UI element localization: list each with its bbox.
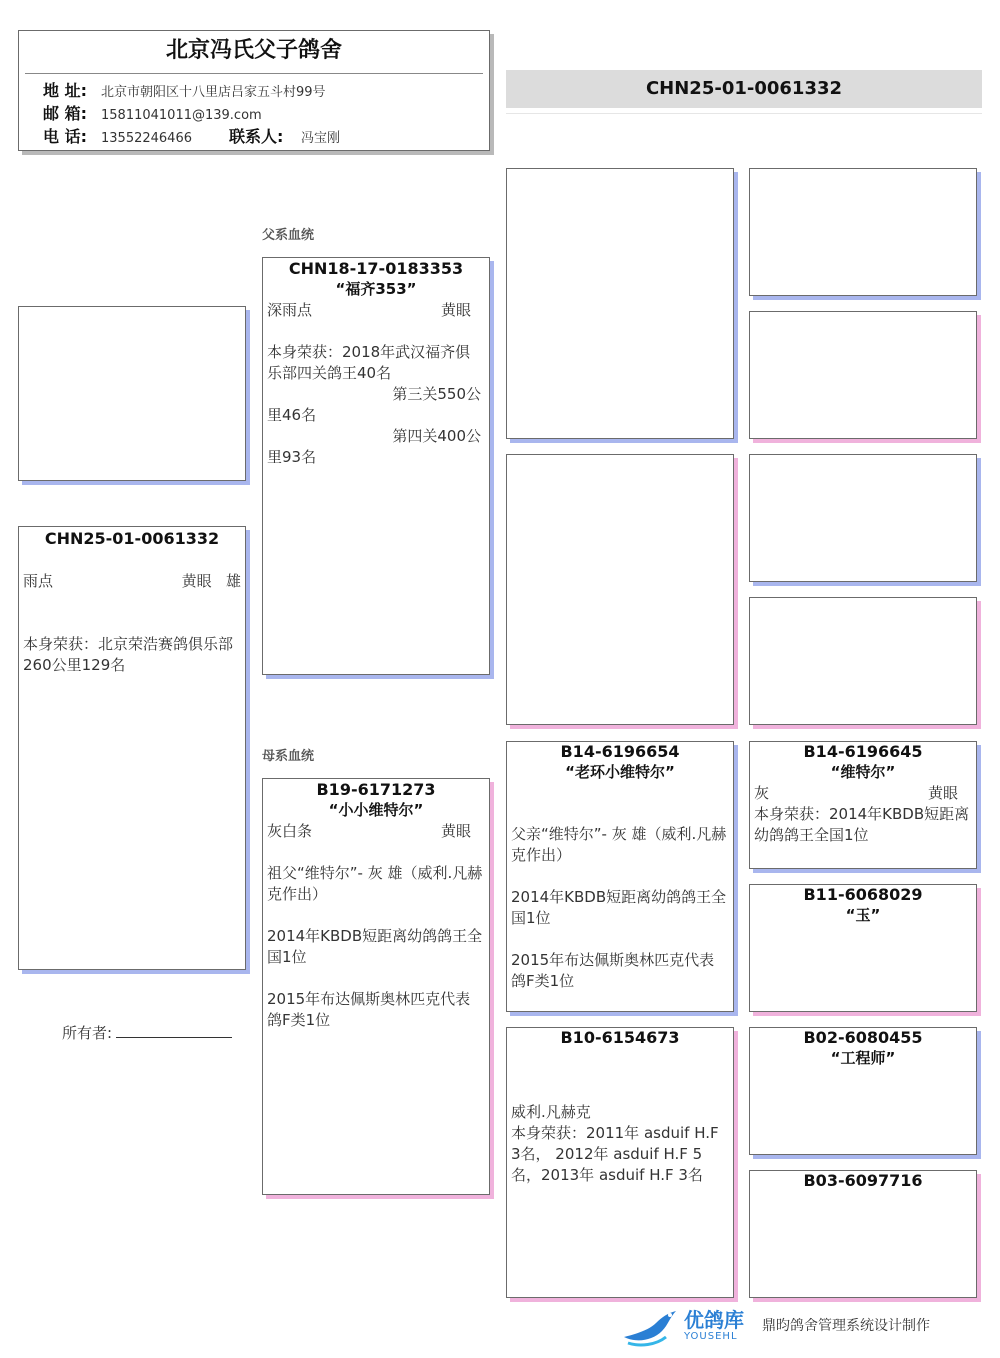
brand-name-en: YOUSEHL	[684, 1330, 738, 1342]
sire-honors-3b: 里93名	[267, 448, 317, 466]
pigeon-photo-box	[18, 306, 246, 481]
dam-section-label: 母系血统	[262, 749, 315, 764]
dam-sire-line-2: 2014年KBDB短距离幼鸽鸽王全国1位	[511, 888, 727, 927]
dam-line-1: 祖父“维特尔”- 灰 雄（威利.凡赫克作出）	[267, 864, 483, 903]
dam-sire-line-3: 2015年布达佩斯奥林匹克代表鸽F类1位	[511, 951, 715, 990]
sire-card	[262, 257, 490, 675]
ggp-card-8	[749, 1170, 977, 1298]
dam-dam-card	[506, 1027, 734, 1298]
phone-line	[19, 126, 489, 149]
subject-honors: 本身荣获：北京荣浩赛鸽俱乐部260公里129名	[23, 635, 234, 674]
ggp-8-ring: B03-6097716	[803, 1171, 923, 1190]
owner-line	[62, 1022, 232, 1043]
owner-signature-field[interactable]	[116, 1024, 232, 1038]
dam-sire-name: “老环小维特尔”	[565, 763, 675, 781]
sire-section-label: 父系血统	[262, 228, 315, 243]
ggp-card-5	[749, 741, 977, 869]
dam-dam-line-2: 本身荣获：2011年 asduif H.F 3名， 2012年 asduif H.F 5名，2013年 asduif H.F 3名	[511, 1124, 719, 1184]
sire-eye: 黄眼	[440, 301, 471, 319]
phone-value: 13552246466	[101, 131, 192, 146]
dam-attributes	[263, 820, 489, 842]
footer	[618, 1302, 930, 1348]
dam-sire-card	[506, 741, 734, 1012]
subject-sex: 雄	[225, 572, 241, 590]
subject-eye-sex	[182, 570, 241, 592]
address-label: 地 址:	[43, 81, 87, 100]
header-divider	[25, 73, 483, 74]
phone-label: 电 话:	[43, 127, 87, 146]
dam-sire-ring: B14-6196654	[560, 742, 680, 761]
dam-color: 灰白条	[267, 822, 313, 840]
top-ring-banner: CHN25-01-0061332	[506, 70, 982, 108]
sire-color: 深雨点	[267, 301, 313, 319]
ggp-card-1	[749, 168, 977, 296]
ggp-card-4	[749, 597, 977, 725]
ggp-card-6	[749, 884, 977, 1012]
loft-header-card	[18, 30, 490, 151]
ggp-5-honors: 本身荣获：2014年KBDB短距离幼鸽鸽王全国1位	[754, 805, 970, 844]
dam-card	[262, 778, 490, 1195]
loft-name: 北京冯氏父子鸽舍	[165, 38, 342, 63]
subject-attributes	[19, 570, 245, 592]
email-line	[19, 103, 489, 126]
subject-eye: 黄眼	[181, 572, 212, 590]
subject-card	[18, 526, 246, 970]
brand-name: 优鸽库	[684, 1307, 744, 1332]
sire-dam-card	[506, 454, 734, 725]
ggp-7-ring: B02-6080455	[803, 1028, 923, 1047]
dam-name: “小小维特尔”	[328, 801, 424, 819]
contact-value: 冯宝刚	[301, 131, 341, 146]
sire-honors-2b: 里46名	[267, 406, 317, 424]
ggp-5-attributes	[750, 782, 976, 804]
dam-dam-ring: B10-6154673	[560, 1028, 680, 1047]
dam-line-3: 2015年布达佩斯奥林匹克代表鸽F类1位	[267, 990, 471, 1029]
sire-sire-card	[506, 168, 734, 439]
ggp-6-name: “玉”	[845, 906, 881, 924]
sire-ring: CHN18-17-0183353	[288, 259, 464, 278]
subject-color: 雨点	[23, 572, 54, 590]
sire-honors-2a: 第三关550公	[392, 385, 481, 403]
ggp-5-name: “维特尔”	[830, 763, 896, 781]
sire-attributes	[263, 299, 489, 321]
ggp-5-eye: 黄眼	[927, 784, 958, 802]
bird-logo-icon	[618, 1303, 680, 1347]
ggp-7-name: “工程师”	[830, 1049, 896, 1067]
ggp-card-7	[749, 1027, 977, 1155]
sire-honors-3a: 第四关400公	[392, 427, 481, 445]
owner-label: 所有者:	[62, 1024, 113, 1042]
ggp-5-color: 灰	[754, 784, 770, 802]
dam-sire-line-1: 父亲“维特尔”- 灰 雄（威利.凡赫克作出）	[511, 825, 727, 864]
dam-eye: 黄眼	[440, 822, 471, 840]
banner-divider	[506, 113, 982, 114]
maker-credit: 鼎昀鸽舍管理系统设计制作	[762, 1318, 930, 1334]
ggp-6-ring: B11-6068029	[803, 885, 923, 904]
dam-ring: B19-6171273	[316, 780, 436, 799]
address-value: 北京市朝阳区十八里店吕家五斗村99号	[101, 85, 326, 100]
sire-name: “福齐353”	[335, 280, 417, 298]
ggp-5-ring: B14-6196645	[803, 742, 923, 761]
contact-label: 联系人:	[229, 127, 284, 146]
ggp-card-2	[749, 311, 977, 439]
dam-line-2: 2014年KBDB短距离幼鸽鸽王全国1位	[267, 927, 483, 966]
email-label: 邮 箱:	[43, 104, 87, 123]
address-line	[19, 80, 489, 103]
dam-dam-line-1: 威利.凡赫克	[511, 1103, 591, 1121]
ggp-card-3	[749, 454, 977, 582]
subject-ring: CHN25-01-0061332	[44, 529, 220, 548]
email-value: 15811041011@139.com	[101, 108, 262, 123]
sire-honors-1: 本身荣获：2018年武汉福齐俱乐部四关鸽王40名	[267, 343, 471, 382]
